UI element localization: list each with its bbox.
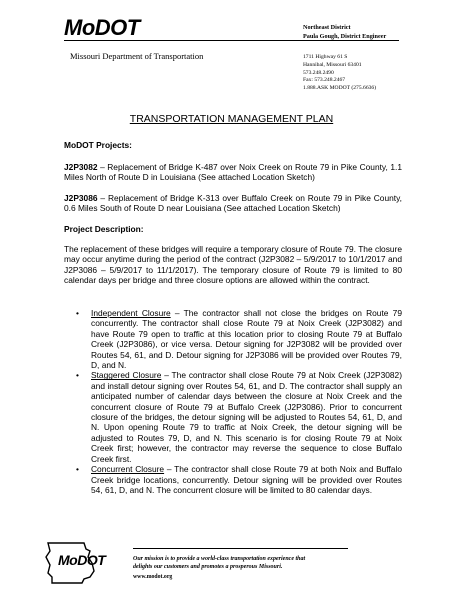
district-engineer: Paula Gough, District Engineer — [303, 32, 387, 40]
toll-free-line: 1.888.ASK MODOT (275.6636) — [303, 85, 377, 92]
mission-line: delights our customers and promotes a prosperous Missouri. — [133, 564, 283, 570]
address-line: Hannibal, Missouri 63401 — [303, 61, 362, 68]
project-item — [64, 162, 402, 183]
option-text: – The contractor shall close Route 79 at Noix Creek (J2P3082) and install detour signing over Routes 54, 61, and D. The contractor shall supply an anticipated number of calendar days between the closure at Noix Creek and the concurrent closure of Route 79 at Buffalo Creek (J2P3086). Prior to concurrent closure of the bridges, the detour signing will be adjusted to Routes 54, 61, D, and N. Upon opening Route 79 to traffic at Noix Creek, the detour signing will be adjusted to Routes 79, D, and N. This scenario is for closing Route 79 at Noix Creek first; however, the contractor may reverse the sequence to close Buffalo Creek first. — [91, 370, 402, 464]
option-text: – The contractor shall not close the bridges on Route 79 concurrently. The contractor shall close Route 79 at Noix Creek (J2P3082) and have Route 79 open to traffic at this location prior to closing Route 79 at Buffalo Creek (J2P3086), or vice versa. Detour signing for J2P3082 will be provided over Routes 54, 61, and D. Detour signing for J2P3086 will be provided over Routes 79, D, and N. — [91, 308, 402, 371]
address-block — [303, 54, 376, 93]
website-link[interactable]: www.modot.org — [133, 574, 173, 580]
district-name: Northeast District — [303, 24, 351, 31]
project-id: J2P3086 — [64, 193, 98, 203]
address-line: 1711 Highway 61 S — [303, 54, 348, 60]
mission-line: Our mission is to provide a world-class transportation experience that — [133, 556, 306, 562]
description-intro: The replacement of these bridges will require a temporary closure of Route 79. The closure may occur anytime during the period of the contract (J2P3082 – 5/9/2017 to 10/1/2017 and J2P3086 – 5/9/2017 to 11/1/2017). The temporary closure of Route 79 is limited to 80 calendar days per bridge and three closure options are allowed within the contract. — [64, 244, 402, 286]
bullet-icon: • — [76, 308, 79, 318]
modot-logo: MoDOT — [64, 15, 140, 40]
district-block — [303, 24, 386, 41]
footer-logo-text: MoDOT — [58, 552, 106, 568]
project-id: J2P3082 — [64, 162, 98, 172]
phone-line: 573.248.2490 — [303, 69, 334, 76]
option-label: Concurrent Closure — [91, 464, 165, 475]
bullet-icon: • — [76, 370, 79, 381]
description-heading: Project Description: — [64, 224, 144, 234]
option-label: Staggered Closure — [91, 370, 162, 381]
option-text: – The contractor shall close Route 79 at both Noix and Buffalo Creek bridge locations, concurrently. Detour signing will be provided over Routes 54, 61, D, and N. The concurrent closure will be limited to 80 calendar days. — [91, 464, 402, 495]
option-label: Independent Closure — [91, 308, 171, 318]
project-description: – Replacement of Bridge K-313 over Buffalo Creek on Route 79 in Pike County, 0.6 Miles South of Route D near Louisiana (See attached Location Sketch) — [64, 193, 402, 214]
bullet-icon: • — [76, 464, 79, 475]
footer-rule — [133, 548, 348, 549]
list-item — [76, 464, 402, 495]
department-name: Missouri Department of Transportation — [70, 51, 204, 61]
document-title: TRANSPORTATION MANAGEMENT PLAN — [129, 113, 334, 125]
footer-logo — [44, 541, 124, 585]
projects-heading: MoDOT Projects: — [64, 140, 132, 150]
project-item — [64, 193, 402, 214]
list-item — [76, 308, 402, 371]
list-item — [76, 370, 402, 464]
closure-options-list — [64, 308, 402, 495]
mission-statement — [133, 555, 305, 571]
fax-line: Fax: 573.248.2467 — [303, 77, 346, 84]
project-description: – Replacement of Bridge K-487 over Noix Creek on Route 79 in Pike County, 1.1 Miles North of Route D in Louisiana (See attached Location Sketch) — [64, 162, 402, 183]
